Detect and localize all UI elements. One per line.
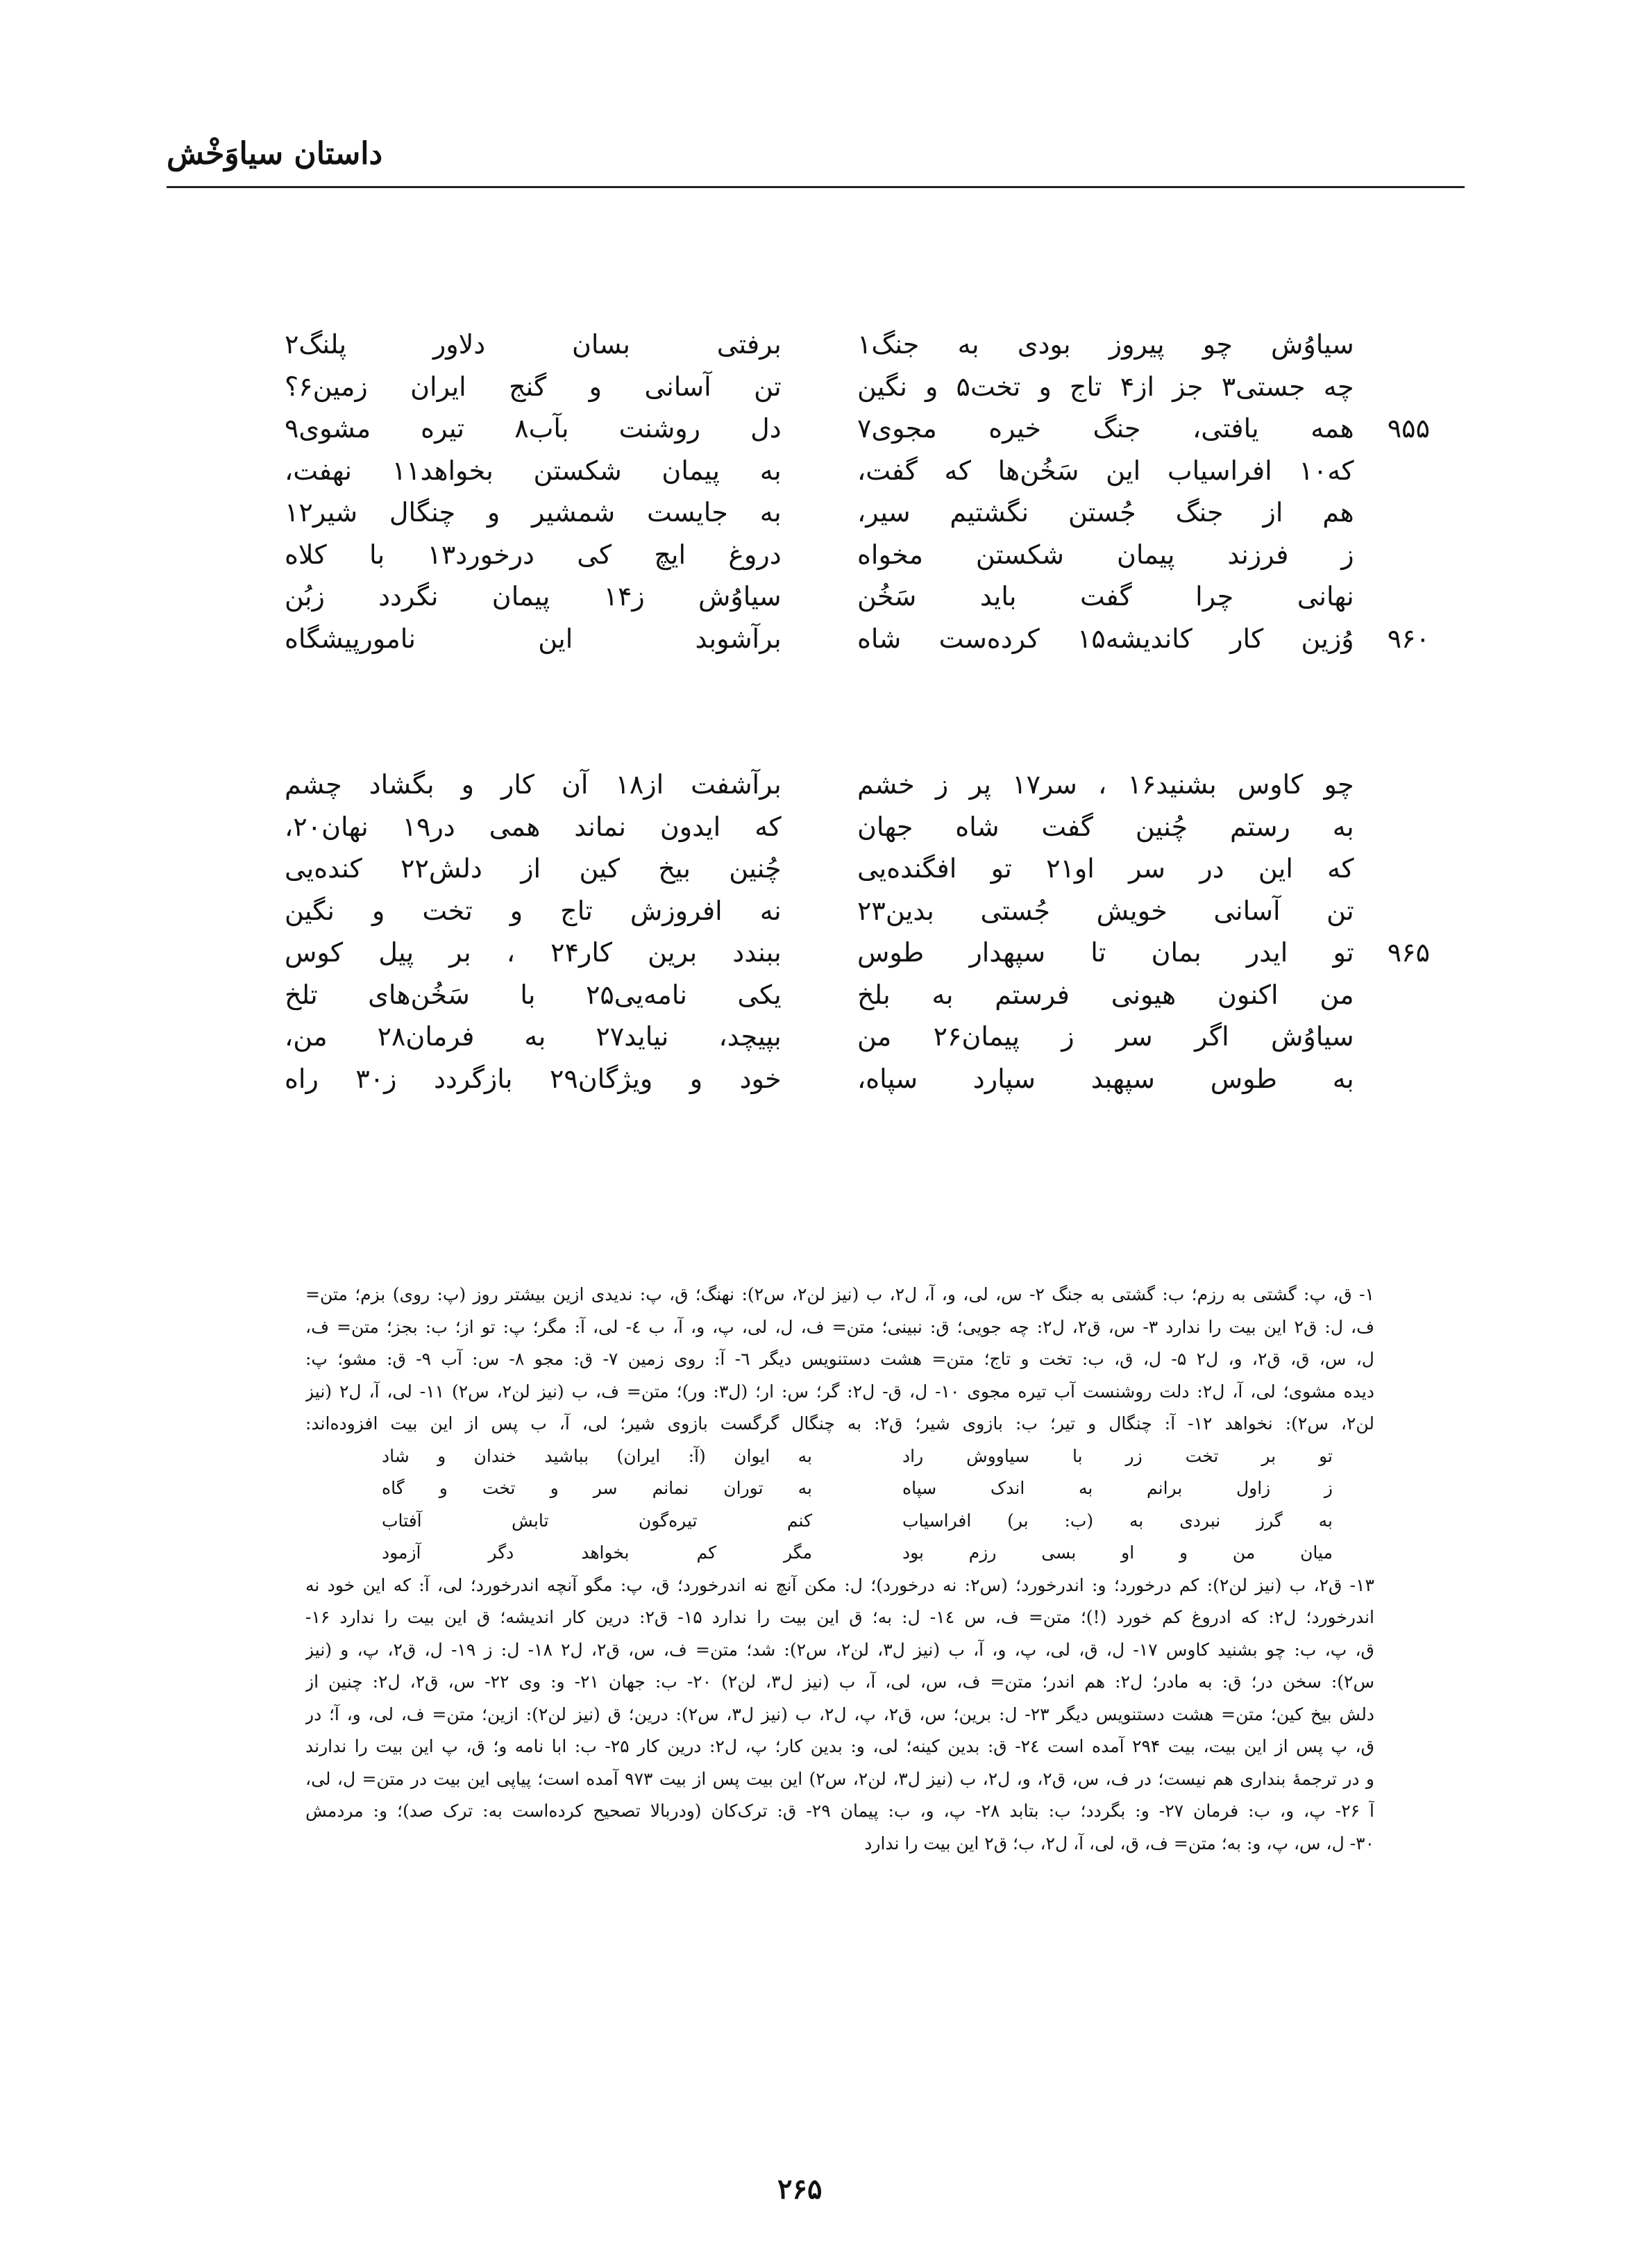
footnote-line: ف، ل: ق۲ این بیت را ندارد ۳- س، ق۲، ل۲: چه جویی؛ ق: نبینی؛ متن= ف، ل، لی، پ، و، آ، ب ٤- لی، آ: مگر؛ پ: تو از؛ ب: بجز؛ متن= ف،: [305, 1316, 1374, 1337]
added-verses: [361, 1440, 1333, 1570]
verse-number: ۹۶۵: [1387, 937, 1430, 968]
hemistich-right: هم از جنگ جُستن نگشتیم سیر،: [857, 497, 1354, 528]
added-hemistich-right: تو بر تخت زر با سیاووش راد: [902, 1445, 1333, 1466]
couplet: [285, 450, 1430, 492]
hemistich-right: چو کاوس بشنید۱۶ ، سر۱۷ پر ز خشم: [857, 769, 1354, 800]
hemistich-gap: [812, 1537, 902, 1570]
couplet: [285, 534, 1430, 576]
verse-block-1: [285, 323, 1430, 659]
hemistich-right: تن آسانی خویش جُستی بدین۲۳: [857, 895, 1354, 926]
hemistich-left: برآشوبد این نامورپیشگاه: [285, 623, 782, 654]
footnote-line: دیده مشوی؛ لی، آ، ل۲: دلت روشنست آب تیره مجوی ۱۰- ل، ق- ل۲: گر؛ س: ار؛ (ل۳: ور)؛ متن= ف، ب (نیز لن۲، س۲) ۱۱- لی، آ، ل۲ (نیز: [305, 1381, 1374, 1402]
added-hemistich-right: به گرز نبردی به (ب: بر) افراسیاب: [902, 1510, 1333, 1531]
hemistich-right: همه یافتی، جنگ خیره مجوی۷: [857, 413, 1354, 444]
couplet: [285, 618, 1430, 660]
couplet: [285, 323, 1430, 366]
hemistich-right: سیاوُش چو پیروز بودی به جنگ۱: [857, 329, 1354, 360]
hemistich-left: خود و ویژگان۲۹ بازگردد ز۳۰ راه: [285, 1063, 782, 1094]
couplet: [285, 848, 1430, 890]
footnote-line: ۱۳- ق۲، ب (نیز لن۲): کم درخورد؛ و: اندرخورد؛ (س۲: نه درخورد)؛ ل: مکن آنچ نه اندرخورد؛ ق، پ: مگو آنچه اندرخورد؛ لی، آ: که این خود نه: [305, 1574, 1374, 1595]
added-hemistich-left: به ایوان (آ: ایران) بباشید خندان و شاد: [382, 1445, 812, 1466]
hemistich-left: ببندد برین کار۲۴ ، بر پیل کوس: [285, 937, 782, 968]
added-couplet: [361, 1537, 1333, 1570]
hemistich-right: من اکنون هیونی فرستم به بلخ: [857, 979, 1354, 1010]
hemistich-right: سیاوُش اگر سر ز پیمان۲۶ من: [857, 1021, 1354, 1052]
hemistich-left: که ایدون نماند همی در۱۹ نهان۲۰،: [285, 811, 782, 842]
verse-number: ۹۵۵: [1387, 413, 1430, 444]
hemistich-left: برفتی بسان دلاور پلنگ۲: [285, 329, 782, 360]
hemistich-right: ز فرزند پیمان شکستن مخواه: [857, 539, 1354, 570]
couplet: [285, 407, 1430, 450]
hemistich-right: به رستم چُنین گفت شاه جهان: [857, 811, 1354, 842]
hemistich-left: دروغ ایچ کی درخورد۱۳ با کلاه: [285, 539, 782, 570]
added-hemistich-left: مگر کم بخواهد دگر آزمود: [382, 1542, 812, 1563]
footnote-line: ل، س، ق، ق۲، و، ل۲ ۵- ل، ق، ب: تخت و تاج؛ متن= هشت دستنویس دیگر ٦- آ: روی زمین ۷- ق: مجو ۸- س: آب ۹- ق: مشو؛ پ:: [305, 1349, 1374, 1369]
footnote-line: ۱- ق، پ: گشتی به رزم؛ ب: گشتی به جنگ ۲- س، لی، و، آ، ل۲، ب (نیز لن۲، س۲): نهنگ؛ ق، پ: ندیدی ازین بیشتر روز (پ: روی) بزم؛ متن=: [305, 1284, 1374, 1304]
hemistich-left: برآشفت از۱۸ آن کار و بگشاد چشم: [285, 769, 782, 800]
hemistich-right: به طوس سپهبد سپارد سپاه،: [857, 1063, 1354, 1094]
hemistich-left: دل روشنت بآب۸ تیره مشوی۹: [285, 413, 782, 444]
hemistich-left: سیاوُش ز۱۴ پیمان نگردد زبُن: [285, 581, 782, 612]
hemistich-gap: [812, 1472, 902, 1505]
added-hemistich-left: به توران نمانم سر و تخت و گاه: [382, 1478, 812, 1498]
added-hemistich-left: کنم تیره‌گون تابش آفتاب: [382, 1510, 812, 1531]
added-couplet: [361, 1440, 1333, 1473]
hemistich-left: نه افروزش تاج و تخت و نگین: [285, 895, 782, 926]
running-header-title: داستان سیاوَخْش: [167, 136, 383, 171]
footnote-line: آ ۲۶- پ، و، ب: فرمان ۲۷- و: بگردد؛ ب: بتابد ۲۸- پ، و، ب: پیمان ۲۹- ق: ترک‌کان (ودربالا تصحیح کرده‌است به: ترک صد)؛ و: مردمش: [305, 1801, 1374, 1821]
footnote-line: ۳۰- ل، س، پ، و: به؛ متن= ف، ق، لی، آ، ل۲، ب؛ ق۲ این بیت را ندارد: [864, 1833, 1374, 1853]
couplet: [285, 764, 1430, 806]
hemistich-gap: [812, 1505, 902, 1538]
added-hemistich-right: ز زاول برانم به اندک سپاه: [902, 1478, 1333, 1498]
hemistich-right: نهانی چرا گفت باید سَخُن: [857, 581, 1354, 612]
couplet: [285, 1016, 1430, 1058]
couplet: [285, 974, 1430, 1016]
hemistich-left: چُنین بیخ کین از دلش۲۲ کنده‌یی: [285, 853, 782, 884]
hemistich-right: که این در سر او۲۱ تو افگنده‌یی: [857, 853, 1354, 884]
couplet: [285, 932, 1430, 974]
footnote-line: ق، پ، ب: چو بشنید کاوس ۱۷- ل، ق، لی، پ، و، آ، ب (نیز ل۳، لن۲، س۲): شد؛ متن= ف، س، ق۲، ل۲ ۱۸- ل: ز ۱۹- ل، ق۲، پ، و (نیز: [305, 1639, 1374, 1660]
footnote-line: و در ترجمهٔ بنداری هم نیست؛ در ف، س، ق۲، و، ل۲، ب (نیز ل۳، لن۲، س۲) این بیت پس از بیت ۹۷۳ آمده است؛ پیاپی این بیت در متن= ل، لی،: [305, 1768, 1374, 1789]
footnote-line: ق، پ پس از این بیت، بیت ۲۹۴ آمده است ۲٤- ق: بدین کینه؛ لی، و: بدین کار؛ پ، ل۲: درین کار ۲۵- ب: ابا نامه و؛ ق، پ این بیت را ندارند: [305, 1736, 1374, 1756]
header-rule: [167, 186, 1465, 188]
couplet: [285, 366, 1430, 408]
verse-number: ۹۶۰: [1387, 623, 1430, 654]
verse-block-2: [285, 764, 1430, 1100]
hemistich-right: که۱۰ افراسیاب این سَخُن‌ها که گفت،: [857, 455, 1354, 486]
footnotes: [305, 1279, 1374, 1860]
couplet: [285, 1058, 1430, 1100]
couplet: [285, 806, 1430, 848]
footnote-line: دلش بیخ کین؛ متن= هشت دستنویس دیگر ۲۳- ل: برین؛ س، ق۲، پ، ل۲، ب (نیز ل۳، س۲): درین؛ ق (نیز لن۲): ازین؛ متن= ف، لی، و، آ؛ در: [305, 1704, 1374, 1724]
added-couplet: [361, 1472, 1333, 1505]
hemistich-left: به جایست شمشیر و چنگال شیر۱۲: [285, 497, 782, 528]
hemistich-right: تو ایدر بمان تا سپهدار طوس: [857, 937, 1354, 968]
couplet: [285, 575, 1430, 618]
hemistich-right: وُزین کار کاندیشه۱۵ کرده‌ست شاه: [857, 623, 1354, 654]
hemistich-gap: [812, 1440, 902, 1473]
hemistich-left: بپیچد، نیاید۲۷ به فرمان۲۸ من،: [285, 1021, 782, 1052]
couplet: [285, 491, 1430, 534]
hemistich-left: یکی نامه‌یی۲۵ با سَخُن‌های تلخ: [285, 979, 782, 1010]
hemistich-left: تن آسانی و گنج ایران زمین۶؟: [285, 371, 782, 402]
footnote-line: س۲): سخن در؛ ق: به مادر؛ ل۲: هم اندر؛ متن= ف، س، لی، آ، ب (نیز ل۳، لن۲) ۲۰- ب: جهان ۲۱- و: وی ۲۲- س، ق۲، ل۲: چنین از: [305, 1672, 1374, 1692]
footnote-line: لن۲، س۲): نخواهد ۱۲- آ: چنگال و تیر؛ ب: بازوی شیر؛ ق۲: به چنگال گرگست بازوی شیر؛ لی، آ، ب پس از این بیت افزوده‌اند:: [305, 1413, 1374, 1433]
hemistich-right: چه جستی۳ جز از۴ تاج و تخت۵ و نگین: [857, 371, 1354, 402]
added-hemistich-right: میان من و او بسی رزم بود: [902, 1542, 1333, 1563]
page-number: ۲۶۵: [777, 2173, 823, 2205]
hemistich-left: به پیمان شکستن بخواهد۱۱ نهفت،: [285, 455, 782, 486]
footnote-line: اندرخورد؛ ل۲: که ادروغ کم خورد (!)؛ متن= ف، س ۱٤- ل: به؛ ق این بیت را ندارد ۱۵- ق۲: درین کار اندیشه؛ ق این بیت را ندارد ۱۶-: [305, 1607, 1374, 1627]
added-couplet: [361, 1505, 1333, 1538]
couplet: [285, 890, 1430, 932]
